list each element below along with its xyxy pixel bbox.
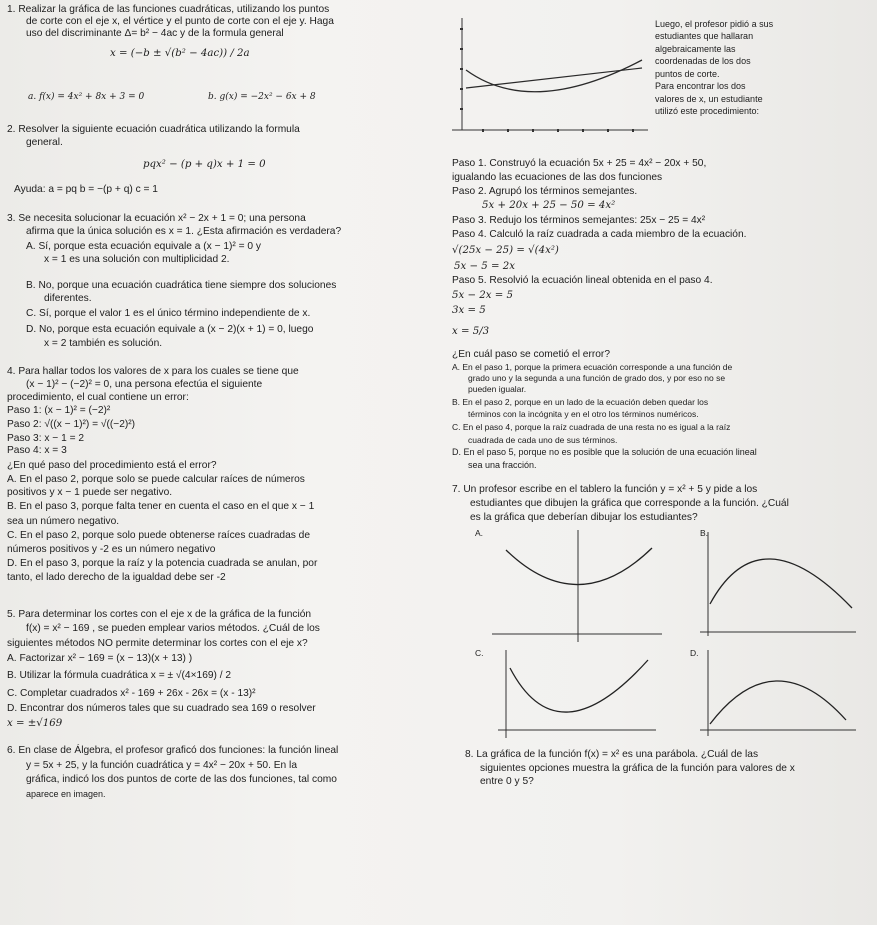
q6-option-c-cont: cuadrada de cada uno de sus términos.: [468, 435, 618, 445]
q6-step4-eq2: 5x − 5 = 2x: [454, 261, 515, 272]
q6-step5: Paso 5. Resolvió la ecuación lineal obtenida en el paso 4.: [452, 275, 713, 286]
q7-label-d: D.: [690, 648, 699, 658]
q4-step4: Paso 4: x = 3: [7, 445, 67, 456]
q7-graph-c: [498, 650, 658, 740]
q6-step2: Paso 2. Agrupó los términos semejantes.: [452, 186, 638, 197]
q3-option-b-cont: diferentes.: [44, 293, 92, 304]
q1-line3: uso del discriminante Δ= b² − 4ac y de la formula general: [26, 28, 284, 39]
q8-line2: siguientes opciones muestra la gráfica de la función para valores de x: [480, 763, 795, 774]
q7-label-c: C.: [475, 648, 484, 658]
q6-line2: y = 5x + 25, y la función cuadrática y = 4x² − 20x + 50. En la: [26, 760, 297, 771]
q7-graph-d: [700, 650, 860, 738]
q6-step5-eq2: 3x = 5: [452, 305, 486, 316]
q6-option-a-cont2: pueden igualar.: [468, 384, 527, 394]
q7-label-a: A.: [475, 528, 484, 538]
q7-line2: estudiantes que dibujen la gráfica que corresponde a la función. ¿Cuál: [470, 498, 789, 509]
q4-step2: Paso 2: √((x − 1)²) = √((−2)²): [7, 419, 136, 430]
q8-line3: entre 0 y 5?: [480, 776, 534, 787]
q4-option-b-cont: sea un número negativo.: [7, 516, 120, 527]
q6-text-r7: valores de x, un estudiante: [655, 94, 763, 104]
q6-text-r5: puntos de corte.: [655, 69, 720, 79]
q3-option-d: D. No, porque esta ecuación equivale a (x − 2)(x + 1) = 0, luego: [26, 324, 314, 335]
q1-item-a: a. f(x) = 4x² + 8x + 3 = 0: [28, 92, 145, 102]
q4-step1: Paso 1: (x − 1)² = (−2)²: [7, 405, 111, 416]
q6-step1: Paso 1. Construyó la ecuación 5x + 25 = 4x² − 20x + 50,: [452, 158, 707, 169]
q3-line2: afirma que la única solución es x = 1. ¿Esta afirmación es verdadera?: [26, 226, 342, 237]
q6-option-c: C. En el paso 4, porque la raíz cuadrada de una resta no es igual a la raíz: [452, 422, 731, 432]
q5-option-b: B. Utilizar la fórmula cuadrática x = ± √(4×169) / 2: [7, 670, 232, 681]
q6-step5-eq3: x = 5/3: [452, 326, 490, 337]
q6-intersection-graph: [452, 18, 652, 136]
q6-option-a: A. En el paso 1, porque la primera ecuación corresponde a una función de: [452, 362, 733, 372]
q3-option-a-cont: x = 1 es una solución con multiplicidad 2.: [44, 254, 230, 265]
q4-question: ¿En qué paso del procedimiento está el error?: [7, 460, 217, 471]
q7-graph-a: [492, 530, 664, 648]
q4-option-c: C. En el paso 2, porque solo puede obtenerse raíces cuadradas de: [7, 530, 310, 541]
q7-line1: 7. Un profesor escribe en el tablero la función y = x² + 5 y pide a los: [452, 484, 758, 495]
q3-option-d-cont: x = 2 también es solución.: [44, 338, 163, 349]
q6-option-d: D. En el paso 5, porque no es posible que la solución de una ecuación lineal: [452, 447, 757, 457]
q6-option-b-cont: términos con la incógnita y en el otro los términos numéricos.: [468, 409, 699, 419]
q4-option-c-cont: números positivos y -2 es un número negativo: [7, 544, 216, 555]
q5-option-d-cont: x = ±√169: [7, 718, 63, 729]
q1-line1: 1. Realizar la gráfica de las funciones cuadráticas, utilizando los puntos: [7, 4, 330, 15]
q7-graph-b: [700, 532, 860, 642]
q6-option-d-cont: sea una fracción.: [468, 460, 537, 470]
q4-line3: procedimiento, el cual contiene un error:: [7, 392, 189, 403]
q6-text-r3: algebraicamente las: [655, 44, 736, 54]
q5-option-d: D. Encontrar dos números tales que su cuadrado sea 169 o resolver: [7, 703, 316, 714]
q4-option-a-cont: positivos y x − 1 puede ser negativo.: [7, 487, 173, 498]
q7-line3: es la gráfica que deberían dibujar los estudiantes?: [470, 512, 698, 523]
q3-line1: 3. Se necesita solucionar la ecuación x² − 2x + 1 = 0; una persona: [7, 213, 306, 224]
q3-option-b: B. No, porque una ecuación cuadrática tiene siempre dos soluciones: [26, 280, 337, 291]
q1-line2: de corte con el eje x, el vértice y el punto de corte con el eje y. Haga: [26, 16, 334, 27]
q4-line1: 4. Para hallar todos los valores de x para los cuales se tiene que: [7, 366, 299, 377]
q1-item-b: b. g(x) = −2x² − 6x + 8: [208, 92, 316, 102]
q6-text-r4: coordenadas de los dos: [655, 56, 751, 66]
q6-text-r8: utilizó este procedimiento:: [655, 106, 760, 116]
q6-step1-cont: igualando las ecuaciones de las dos funciones: [452, 172, 663, 183]
q4-option-b: B. En el paso 3, porque falta tener en cuenta el caso en el que x − 1: [7, 501, 315, 512]
q2-line2: general.: [26, 137, 63, 148]
q5-option-a: A. Factorizar x² − 169 = (x − 13)(x + 13) ): [7, 653, 193, 664]
q2-equation: pqx² − (p + q)x + 1 = 0: [143, 159, 266, 170]
q6-text-r6: Para encontrar los dos: [655, 81, 746, 91]
q4-step3: Paso 3: x − 1 = 2: [7, 433, 85, 444]
q6-option-a-cont1: grado uno y la segunda a una función de grado dos, y por eso no se: [468, 373, 726, 383]
q6-line4: aparece en imagen.: [26, 789, 106, 799]
q6-line3: gráfica, indicó los dos puntos de corte de las dos funciones, tal como: [26, 774, 337, 785]
q3-option-a: A. Sí, porque esta ecuación equivale a (x − 1)² = 0 y: [26, 241, 262, 252]
q5-line3: siguientes métodos NO permite determinar los cortes con el eje x?: [7, 638, 308, 649]
q6-step4: Paso 4. Calculó la raíz cuadrada a cada miembro de la ecuación.: [452, 229, 747, 240]
q5-line2: f(x) = x² − 169 , se pueden emplear varios métodos. ¿Cuál de los: [26, 623, 320, 634]
q1-formula: x = (−b ± √(b² − 4ac)) / 2a: [110, 48, 250, 59]
q4-option-d: D. En el paso 3, porque la raíz y la potencia cuadrada se anulan, por: [7, 558, 318, 569]
q8-line1: 8. La gráfica de la función f(x) = x² es una parábola. ¿Cuál de las: [465, 749, 759, 760]
q2-line1: 2. Resolver la siguiente ecuación cuadrática utilizando la formula: [7, 124, 300, 135]
q6-text-r1: Luego, el profesor pidió a sus: [655, 19, 774, 29]
q4-line2: (x − 1)² − (−2)² = 0, una persona efectúa el siguiente: [26, 379, 263, 390]
q6-step3: Paso 3. Redujo los términos semejantes: 25x − 25 = 4x²: [452, 215, 706, 226]
q6-step5-eq1: 5x − 2x = 5: [452, 290, 513, 301]
q5-option-c: C. Completar cuadrados x² - 169 + 26x - 26x = (x - 13)²: [7, 688, 256, 699]
q4-option-d-cont: tanto, el lado derecho de la igualdad debe ser -2: [7, 572, 226, 583]
q6-step2-eq: 5x + 20x + 25 − 50 = 4x²: [482, 200, 616, 211]
q6-question: ¿En cuál paso se cometió el error?: [452, 349, 610, 360]
q4-option-a: A. En el paso 2, porque solo se puede calcular raíces de números: [7, 474, 305, 485]
q3-option-c: C. Sí, porque el valor 1 es el único término independiente de x.: [26, 308, 311, 319]
q2-hint: Ayuda: a = pq b = −(p + q) c = 1: [14, 184, 158, 195]
q7-label-b: B.: [700, 528, 709, 538]
q6-option-b: B. En el paso 2, porque en un lado de la ecuación deben quedar los: [452, 397, 709, 407]
q6-line1: 6. En clase de Álgebra, el profesor graficó dos funciones: la función lineal: [7, 745, 339, 756]
q5-line1: 5. Para determinar los cortes con el eje x de la gráfica de la función: [7, 609, 312, 620]
q6-text-r2: estudiantes que hallaran: [655, 31, 754, 41]
q6-step4-eq1: √(25x − 25) = √(4x²): [452, 245, 559, 256]
